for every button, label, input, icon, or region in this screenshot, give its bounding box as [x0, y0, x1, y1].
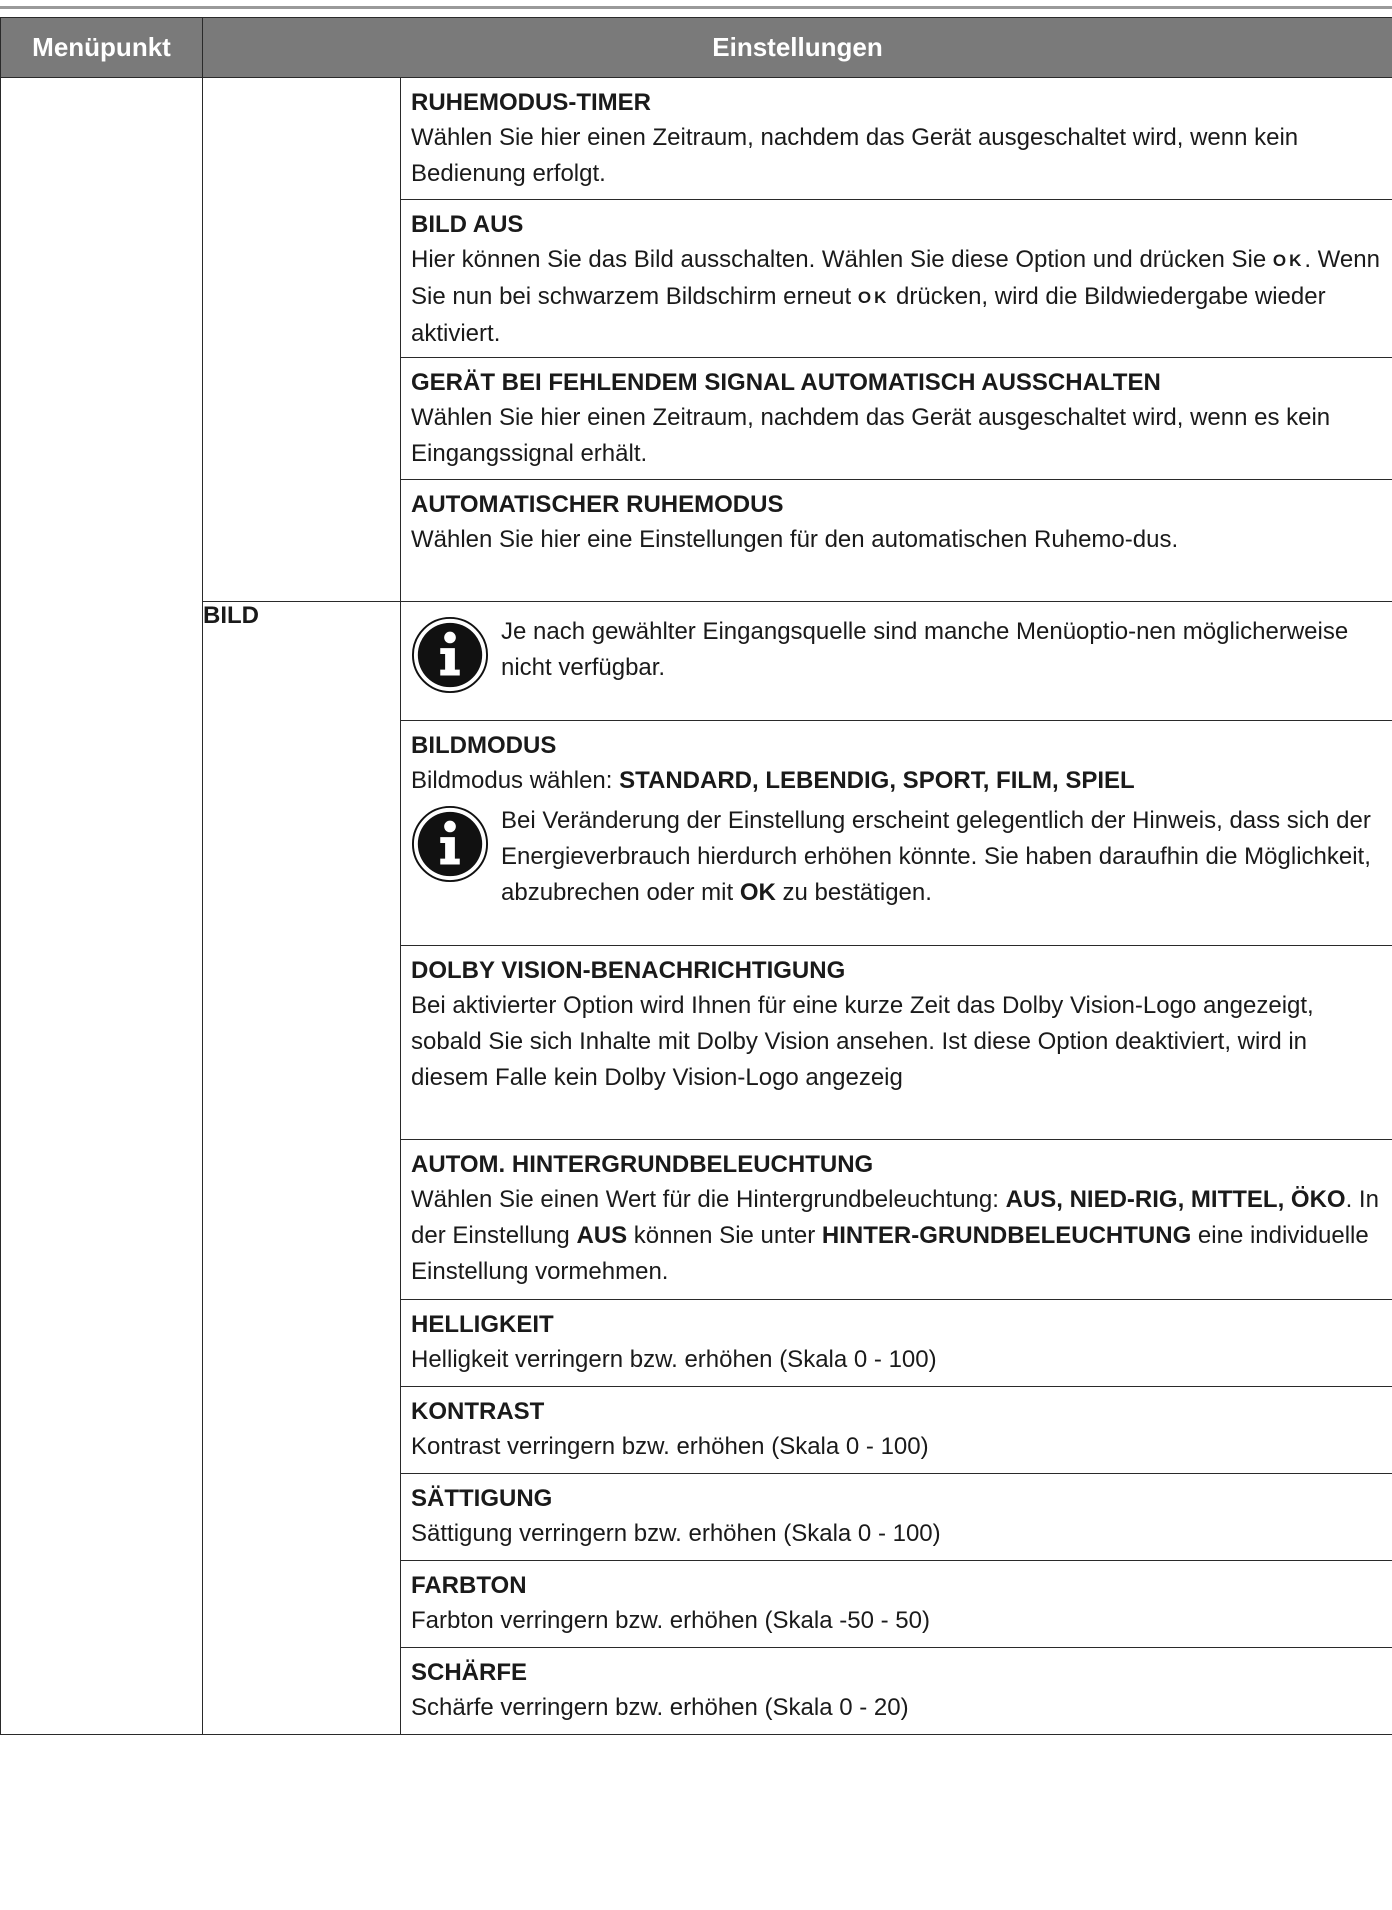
setting-cell [401, 200, 1392, 358]
setting-desc: Wählen Sie einen Wert für die Hintergrundbeleuchtung: AUS, NIED-RIG, MITTEL, ÖKO. In der Einstellung AUS können Sie unter HINTER-GRUNDBELEUCHTUNG eine individuelle Einstellung vormehmen. [411, 1186, 1379, 1285]
setting-title: DOLBY VISION-BENACHRICHTIGUNG [411, 957, 846, 984]
ok-key-label: OK [1272, 251, 1305, 270]
setting-desc: Helligkeit verringern bzw. erhöhen (Skala 0 - 100) [411, 1346, 937, 1373]
setting-title: RUHEMODUS-TIMER [411, 89, 651, 116]
setting-desc: Wählen Sie hier einen Zeitraum, nachdem das Gerät ausgeschaltet wird, wenn kein Bedienung erfolgt. [411, 124, 1299, 187]
info-icon [411, 616, 489, 694]
setting-cell [401, 602, 1392, 721]
setting-cell [401, 946, 1392, 1140]
submenu-cell-empty [203, 78, 401, 602]
settings-table [0, 17, 1392, 1735]
setting-desc: Bei aktivierter Option wird Ihnen für eine kurze Zeit das Dolby Vision-Logo angezeigt, sobald Sie sich Inhalte mit Dolby Vision ansehen. Ist diese Option deaktiviert, wird in diesem Falle kein Dolby Vision-Logo angezeig [411, 992, 1314, 1091]
setting-desc: Hier können Sie das Bild ausschalten. Wählen Sie diese Option und drücken Sie OK. Wenn Sie nun bei schwarzem Bildschirm erneut OK drücken, wird die Bildwiedergabe wieder aktiviert. [411, 246, 1380, 347]
setting-cell [401, 78, 1392, 200]
submenu-bild: BILD [203, 602, 401, 1735]
setting-desc: Kontrast verringern bzw. erhöhen (Skala 0 - 100) [411, 1433, 929, 1460]
setting-cell [401, 1387, 1392, 1474]
header-menu-item: Menüpunkt [1, 18, 203, 78]
menu-item-cell [1, 78, 203, 1735]
info-icon [411, 805, 489, 883]
header-settings: Einstellungen [203, 18, 1392, 78]
note-text: Je nach gewählter Eingangsquelle sind manche Menüoptio-nen möglicherweise nicht verfügbar. [501, 618, 1349, 681]
setting-cell [401, 1561, 1392, 1648]
setting-cell [401, 1140, 1392, 1300]
setting-title: BILD AUS [411, 211, 524, 238]
setting-title: AUTOM. HINTERGRUNDBELEUCHTUNG [411, 1151, 874, 1178]
ok-key-label: OK [857, 288, 890, 307]
setting-cell [401, 1300, 1392, 1387]
setting-cell [401, 480, 1392, 602]
setting-desc: Wählen Sie hier einen Zeitraum, nachdem das Gerät ausgeschaltet wird, wenn es kein Eingangssignal erhält. [411, 404, 1331, 467]
setting-cell [401, 358, 1392, 480]
setting-cell [401, 1648, 1392, 1735]
setting-desc: Farbton verringern bzw. erhöhen (Skala -50 - 50) [411, 1607, 930, 1634]
setting-cell [401, 721, 1392, 946]
table-row [1, 602, 1392, 721]
setting-title: KONTRAST [411, 1398, 545, 1425]
setting-desc: Wählen Sie hier eine Einstellungen für den automatischen Ruhemo-dus. [411, 526, 1179, 553]
setting-title: SÄTTIGUNG [411, 1485, 553, 1512]
setting-desc: Sättigung verringern bzw. erhöhen (Skala 0 - 100) [411, 1520, 941, 1547]
setting-title: GERÄT BEI FEHLENDEM SIGNAL AUTOMATISCH AUSSCHALTEN [411, 369, 1161, 396]
setting-desc: Schärfe verringern bzw. erhöhen (Skala 0 - 20) [411, 1694, 909, 1721]
setting-title: SCHÄRFE [411, 1659, 528, 1686]
setting-desc: Bildmodus wählen: STANDARD, LEBENDIG, SPORT, FILM, SPIEL [411, 767, 1135, 794]
setting-cell [401, 1474, 1392, 1561]
note-text: Bei Veränderung der Einstellung erscheint gelegentlich der Hinweis, dass sich der Energieverbrauch hierdurch erhöhen könnte. Sie haben daraufhin die Möglichkeit, abzubrechen oder mit OK zu bestätigen. [501, 807, 1371, 906]
top-rule [0, 0, 1392, 9]
setting-title: BILDMODUS [411, 732, 557, 759]
table-row [1, 78, 1392, 200]
setting-title: AUTOMATISCHER RUHEMODUS [411, 491, 784, 518]
setting-title: FARBTON [411, 1572, 527, 1599]
table-header-row [1, 18, 1392, 78]
setting-title: HELLIGKEIT [411, 1311, 554, 1338]
